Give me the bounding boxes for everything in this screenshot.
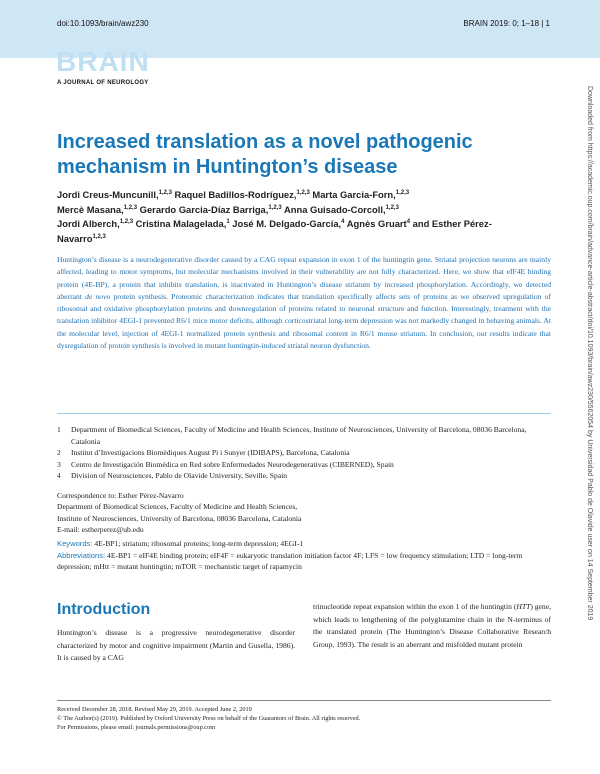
abbreviations: Abbreviations: 4E-BP1 = eIF4E binding protein; eIF4F = eukaryotic translation initiation factor 4F; LFS = low frequency stimulation; LTD = long-term depression; mHtt = mutant huntingtin; mTOR = mechanistic target of rapamycin	[57, 550, 523, 571]
author[interactable]: and Esther Pérez-Navarro$^{1,2,3}$	[57, 218, 492, 244]
affiliation-item: 4 Division of Neurosciences, Pablo de Olavide University, Seville, Spain	[57, 471, 288, 480]
affiliation-item: 1 Department of Biomedical Sciences, Faculty of Medicine and Health Sciences, Institute of Neurosciences, University of Barcelona, 08036 Barcelona, Catalonia	[57, 425, 527, 446]
intro-left-column: Huntington’s disease is a progressive neurodegenerative disorder characterized by motor and cognitive impairment (Martin and Gusella, 1986). It is caused by a CAG	[57, 628, 295, 662]
journal-reference: BRAIN 2019: 0; 1–18 | 1	[463, 19, 550, 28]
author-list	[57, 187, 537, 246]
author[interactable]: Marta Garcia-Forn,$^{1,2,3}$	[312, 189, 410, 201]
author[interactable]: Raquel Badillos-Rodríguez,$^{1,2,3}$	[174, 189, 310, 201]
correspondence: Correspondence to: Esther Pérez-Navarro Department of Biomedical Sciences, Faculty of Medicine and Health Sciences, Institute of Neurosciences, University of Barcelona, 08036 Barcelona, Catalonia E-mail: estherperez@ub.edu	[57, 490, 551, 535]
author[interactable]: Jordi Alberch,$^{1,2,3}$	[57, 218, 134, 230]
abstract-divider	[57, 413, 551, 414]
email-link[interactable]: E-mail: estherperez@ub.edu	[57, 524, 144, 534]
footer: Received December 28, 2018. Revised May 29, 2019. Accepted June 2, 2019 © The Author(s) (2019). Published by Oxford University Press on behalf of the Guarantors of Brain. All rights reserved. For Permissions, please email: journals.permissions@oup.com	[57, 705, 551, 733]
author[interactable]: Jordi Creus-Muncunill,$^{1,2,3}$	[57, 189, 172, 201]
journal-logo-subtitle: A JOURNAL OF NEUROLOGY	[57, 80, 149, 86]
affiliations	[57, 424, 557, 482]
author[interactable]: Anna Guisado-Corcoll,$^{1,2,3}$	[284, 203, 399, 215]
permissions-email[interactable]: For Permissions, please email: journals.permissions@oup.com	[57, 724, 216, 732]
doi-text[interactable]: doi:10.1093/brain/awz230	[57, 19, 149, 28]
journal-logo: BRAIN	[56, 46, 150, 77]
article-title: Increased translation as a novel pathogenic mechanism in Huntington’s disease	[57, 131, 473, 178]
author[interactable]: Mercè Masana,$^{1,2,3}$	[57, 203, 138, 215]
author[interactable]: Agnès Gruart$^4$	[346, 218, 411, 230]
download-sidebar-note: Downloaded from https://academic.oup.com/brain/advance-article-abstract/doi/10.1093/brain/awz230/5562054 by Universidad Pablo de Olavide user on 14 September 2019	[586, 86, 593, 621]
intro-right-column: trinucleotide repeat expansion within the exon 1 of the huntingtin (HTT) gene, which leads to lengthening of the polyglutamine chain in the N-terminus of the translated protein (The Huntington’s Disease Collaborative Research Group, 1993). The result is an aberrant and misfolded mutant protein	[313, 602, 551, 649]
abstract: Huntington’s disease is a neurodegenerative disorder caused by a CAG repeat expansion in exon 1 of the huntingtin gene. Striatal projection neurons are mainly affected, leading to motor symptoms, but molecular mechanisms involved in their vulnerability are not fully characterized. Here, we show that eIF4E binding protein (4E-BP), a protein that inhibits translation, is inactivated in Huntington’s disease striatum by increased phosphorylation. Accordingly, we detected aberrant de novo protein synthesis. Proteomic characterization indicates that translation specifically affects sets of proteins as we observed upregulation of ribosomal and oxidative phosphorylation proteins and downregulation of proteins related to neuronal structure and function. Interestingly, treatment with the translation inhibitor 4EGI-1 prevented R6/1 mice motor deficits, although corticostriatal long-term depression was not markedly changed in behaving animals. At the molecular level, injection of 4EGI-1 normalized protein synthesis and ribosomal content in R6/1 mouse striatum. In conclusion, our results indicate that dysregulation of protein synthesis is involved in mutant huntingtin-induced striatal neuron dysfunction.	[57, 255, 552, 351]
keywords-block	[57, 538, 551, 573]
author[interactable]: Cristina Malagelada,$^1$	[135, 218, 230, 230]
affiliation-item: 2 Institut d’Investigacions Biomèdiques August Pi i Sunyer (IDIBAPS), Barcelona, Catalonia	[57, 448, 350, 457]
section-heading-introduction: Introduction	[57, 601, 151, 618]
author[interactable]: José M. Delgado-García,$^4$	[232, 218, 345, 230]
author[interactable]: Gerardo Garcia-Díaz Barriga,$^{1,2,3}$	[139, 203, 282, 215]
affiliation-item: 3 Centro de Investigación Biomédica en Red sobre Enfermedades Neurodegenerativas (CIBERNED), Spain	[57, 459, 394, 469]
keywords: Keywords: 4E-BP1; striatum; ribosomal proteins; long-term depression; 4EGI-1	[57, 539, 304, 548]
footer-divider	[57, 700, 551, 701]
